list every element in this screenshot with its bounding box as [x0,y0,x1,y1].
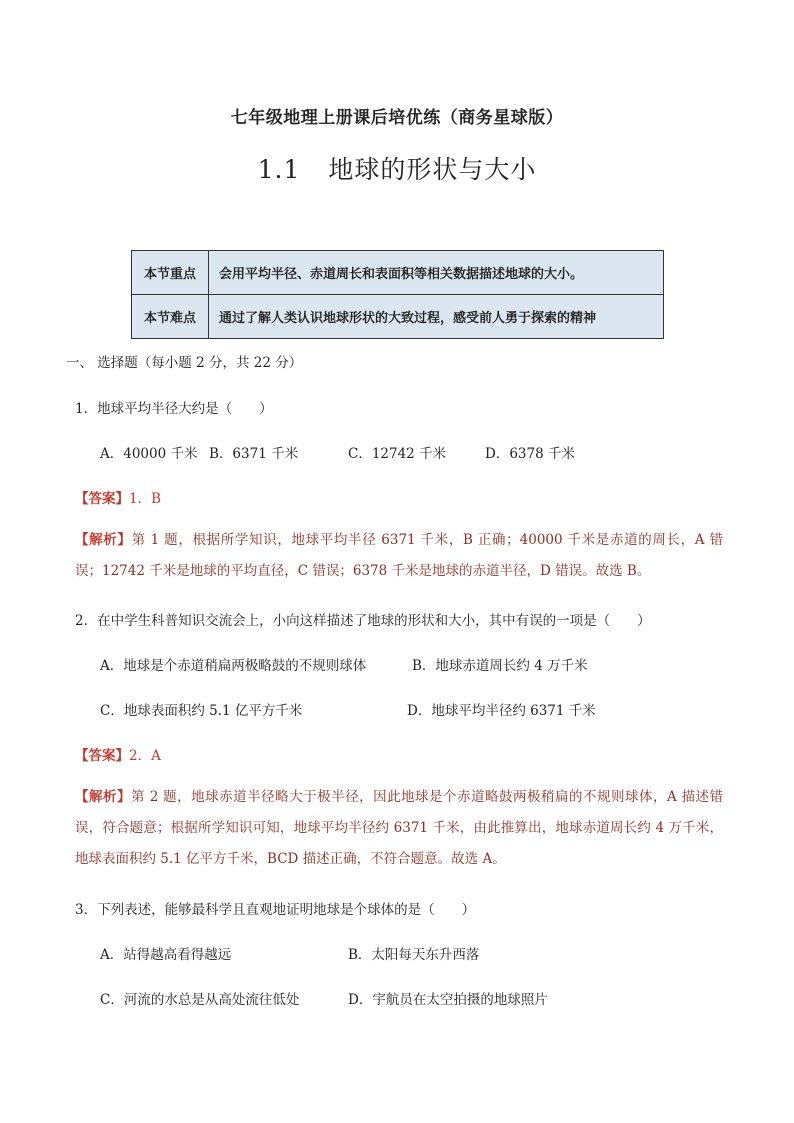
section-name: 地球的形状与大小 [328,155,537,184]
question-2-stem: 2．在中学生科普知识交流会上，小向这样描述了地球的形状和大小，其中有误的一项是（ ） [75,613,651,629]
question-1-option-d: D．6378 千米 [485,446,575,462]
answer-tag: 【答案】 [75,748,129,764]
question-3-option-a: A．站得越高看得越远 [100,947,232,963]
question-3-option-b: B．太阳每天东升西落 [348,947,480,963]
question-2-option-d: D．地球平均半径约 6371 千米 [407,703,596,719]
question-3-option-d: D．宇航员在太空拍摄的地球照片 [348,992,548,1008]
question-2-option-a: A．地球是个赤道稍扁两极略鼓的不规则球体 [100,658,367,674]
difficulty-label: 本节难点 [132,295,209,339]
question-1-option-b: B．6371 千米 [209,446,299,462]
question-1-stem: 1．地球平均半径大约是（ ） [75,401,273,417]
question-2-option-b: B．地球赤道周长约 4 万千米 [412,658,588,674]
section-number: 1.1 [257,155,301,184]
difficulty-row [132,295,664,339]
key-points-table [131,250,664,339]
section-title [0,150,794,186]
answer-value: 2．A [129,748,161,764]
key-point-text: 会用平均半径、赤道周长和表面积等相关数据描述地球的大小。 [209,251,664,295]
question-1-analysis [75,525,723,587]
analysis-text: 第 2 题，地球赤道半径略大于极半径，因此地球是个赤道略鼓两极稍扁的不规则球体，A 描述错误，符合题意；根据所学知识可知，地球平均半径约 6371 千米，由此推算出，地球赤道周长约 4 万千米，地球表面积约 5.1 亿平方千米，BCD 描述正确，不符合题意。故选 A。 [75,789,723,867]
key-point-row [132,251,664,295]
question-2-option-c: C．地球表面积约 5.1 亿平方千米 [100,703,303,719]
analysis-tag: 【解析】 [75,789,131,805]
question-1-option-a: A．40000 千米 [100,446,198,462]
answer-value: 1．B [129,491,162,507]
question-3-stem: 3．下列表述，能够最科学且直观地证明地球是个球体的是（ ） [75,902,476,918]
analysis-text: 第 1 题，根据所学知识，地球平均半径 6371 千米，B 正确；40000 千米是赤道的周长，A 错误；12742 千米是地球的平均直径，C 错误；6378 千米是地球的赤道半径，D 错误。故选 B。 [75,532,723,579]
question-2-answer [75,744,725,764]
key-point-label: 本节重点 [132,251,209,295]
analysis-tag: 【解析】 [75,532,132,548]
question-1-option-c: C．12742 千米 [348,446,447,462]
question-3-option-c: C．河流的水总是从高处流往低处 [100,992,300,1008]
document-title: 七年级地理上册课后培优练（商务星球版） [230,108,564,128]
difficulty-text: 通过了解人类认识地球形状的大致过程，感受前人勇于探索的精神 [209,295,664,339]
question-2-analysis [75,782,723,875]
section-heading: 一、 选择题（每小题 2 分，共 22 分） [66,355,303,371]
answer-tag: 【答案】 [75,491,129,507]
question-1-answer [75,487,725,507]
